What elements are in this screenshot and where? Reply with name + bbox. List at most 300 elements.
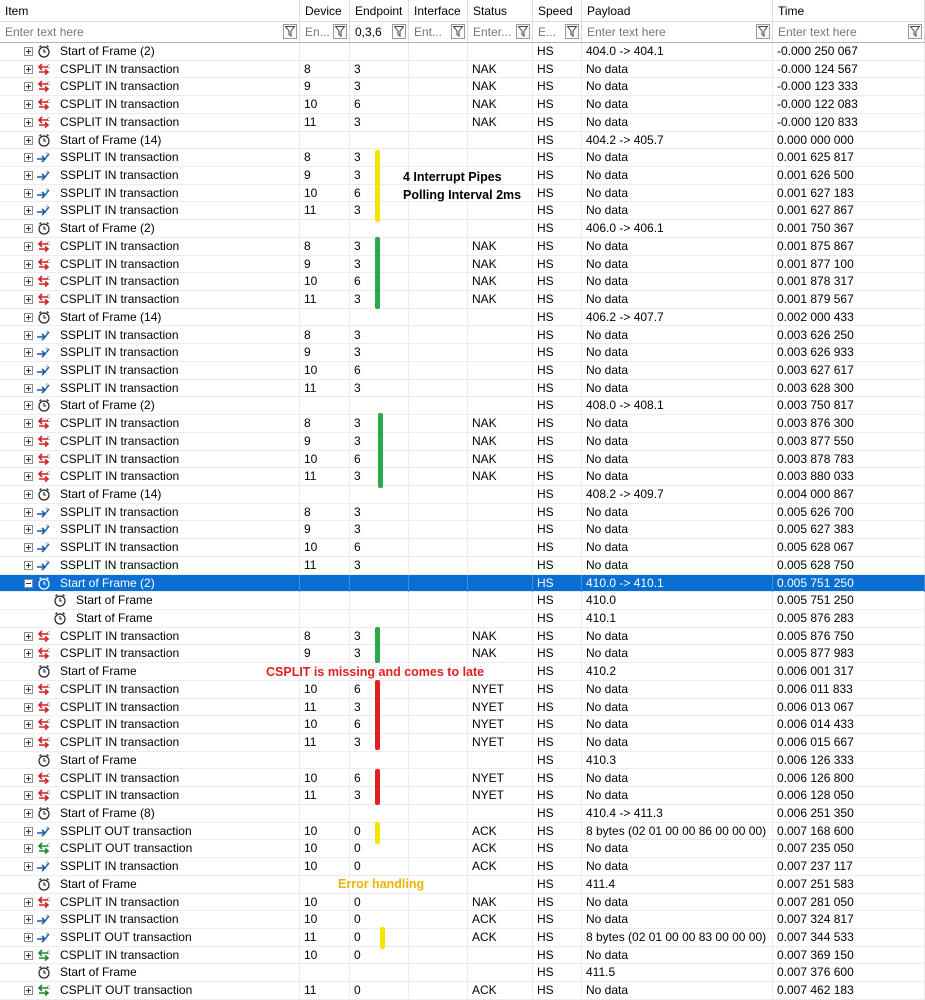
- item-cell: [0, 220, 300, 237]
- expand-icon[interactable]: [24, 260, 33, 269]
- item-cell: [0, 628, 300, 645]
- table-row[interactable]: [0, 362, 925, 380]
- filter-funnel-icon[interactable]: [908, 24, 922, 39]
- time-cell: 0.003 750 817: [773, 397, 925, 414]
- device-cell: 11: [300, 734, 350, 751]
- payload-cell: No data: [582, 238, 773, 255]
- item-label: SSPLIT IN transaction: [60, 380, 179, 395]
- marker-bar-yellow: [375, 150, 380, 222]
- item-label: CSPLIT IN transaction: [60, 717, 180, 732]
- time-cell: 0.006 128 050: [773, 787, 925, 804]
- expand-icon[interactable]: [24, 331, 33, 340]
- item-cell: [0, 982, 300, 999]
- table-row[interactable]: [0, 114, 925, 132]
- device-cell: 11: [300, 699, 350, 716]
- item-cell: [0, 380, 300, 397]
- status-cell: NYET: [468, 699, 533, 716]
- time-cell: 0.001 626 500: [773, 167, 925, 184]
- expand-icon[interactable]: [24, 508, 33, 517]
- endpoint-cell: 3: [350, 787, 409, 804]
- item-label: Start of Frame: [60, 965, 137, 980]
- table-row[interactable]: [0, 911, 925, 929]
- status-cell: NYET: [468, 787, 533, 804]
- interface-cell: [409, 220, 468, 237]
- csplit-arrows-icon: [36, 292, 52, 307]
- svg-text:c: c: [47, 258, 50, 265]
- csplit-arrows-icon: [36, 646, 52, 661]
- svg-text:c: c: [47, 471, 50, 478]
- column-header-interface[interactable]: Interface: [409, 0, 468, 21]
- table-row[interactable]: [0, 380, 925, 398]
- payload-cell: No data: [582, 344, 773, 361]
- payload-cell: No data: [582, 78, 773, 95]
- marker-bar-yellow: [380, 927, 385, 949]
- table-row[interactable]: [0, 539, 925, 557]
- expand-icon[interactable]: [24, 366, 33, 375]
- svg-text:c: c: [47, 630, 50, 637]
- speed-cell: HS: [533, 894, 582, 911]
- csplit-arrows-icon: [36, 629, 52, 644]
- expand-icon[interactable]: [24, 224, 33, 233]
- svg-text:c: c: [47, 81, 50, 88]
- item-label: Start of Frame: [60, 876, 137, 891]
- time-cell: 0.006 013 067: [773, 699, 925, 716]
- item-label: CSPLIT IN transaction: [60, 735, 180, 750]
- table-row[interactable]: [0, 894, 925, 912]
- svg-text:c: c: [47, 790, 50, 797]
- expand-icon[interactable]: [24, 118, 33, 127]
- expand-icon[interactable]: [24, 862, 33, 871]
- table-row[interactable]: [0, 628, 925, 646]
- expand-icon[interactable]: [24, 242, 33, 251]
- svg-text:s: s: [46, 364, 49, 371]
- item-label: Start of Frame (2): [60, 398, 155, 413]
- table-row[interactable]: [0, 43, 925, 61]
- status-cell: [468, 592, 533, 609]
- filter-cell-time: [773, 22, 925, 42]
- expand-icon[interactable]: [24, 348, 33, 357]
- speed-cell: HS: [533, 539, 582, 556]
- item-cell: [0, 78, 300, 95]
- payload-cell: No data: [582, 734, 773, 751]
- filter-funnel-icon[interactable]: [565, 24, 579, 39]
- time-cell: -0.000 122 083: [773, 96, 925, 113]
- table-row[interactable]: [0, 805, 925, 823]
- status-cell: NAK: [468, 894, 533, 911]
- expand-icon[interactable]: [24, 632, 33, 641]
- payload-cell: No data: [582, 681, 773, 698]
- speed-cell: HS: [533, 220, 582, 237]
- column-header-status[interactable]: Status: [468, 0, 533, 21]
- expand-icon[interactable]: [24, 384, 33, 393]
- table-row[interactable]: [0, 929, 925, 947]
- column-header-time[interactable]: Time: [773, 0, 925, 21]
- speed-cell: HS: [533, 238, 582, 255]
- expand-icon[interactable]: [24, 189, 33, 198]
- table-row[interactable]: [0, 397, 925, 415]
- status-cell: NYET: [468, 734, 533, 751]
- expand-icon[interactable]: [24, 472, 33, 481]
- table-row[interactable]: [0, 681, 925, 699]
- column-header-endpoint[interactable]: Endpoint: [350, 0, 409, 21]
- filter-input-payload[interactable]: [585, 24, 756, 40]
- item-label: SSPLIT IN transaction: [60, 557, 179, 572]
- speed-cell: HS: [533, 43, 582, 60]
- endpoint-cell: 3: [350, 415, 409, 432]
- endpoint-cell: 6: [350, 681, 409, 698]
- endpoint-cell: 3: [350, 327, 409, 344]
- expand-icon[interactable]: [24, 809, 33, 818]
- time-cell: 0.001 879 567: [773, 291, 925, 308]
- payload-cell: No data: [582, 433, 773, 450]
- speed-cell: HS: [533, 663, 582, 680]
- endpoint-cell: 0: [350, 894, 409, 911]
- item-cell: [0, 96, 300, 113]
- time-cell: 0.005 627 383: [773, 521, 925, 538]
- filter-cell-item: [0, 22, 300, 42]
- table-row[interactable]: [0, 415, 925, 433]
- expand-icon[interactable]: [24, 65, 33, 74]
- status-cell: [468, 539, 533, 556]
- endpoint-cell: [350, 486, 409, 503]
- device-cell: 10: [300, 185, 350, 202]
- ssplit-arrow-icon: [36, 150, 52, 165]
- time-cell: 0.003 876 300: [773, 415, 925, 432]
- interface-cell: [409, 929, 468, 946]
- expand-icon[interactable]: [24, 313, 33, 322]
- table-row[interactable]: [0, 858, 925, 876]
- expand-icon[interactable]: [24, 844, 33, 853]
- status-cell: NAK: [468, 238, 533, 255]
- status-cell: [468, 557, 533, 574]
- item-cell: [0, 805, 300, 822]
- column-header-speed[interactable]: Speed: [533, 0, 582, 21]
- clock-icon: [36, 310, 52, 325]
- filter-input-speed[interactable]: [536, 24, 565, 40]
- status-cell: [468, 362, 533, 379]
- status-cell: NAK: [468, 61, 533, 78]
- expand-icon[interactable]: [24, 561, 33, 570]
- time-cell: 0.006 015 667: [773, 734, 925, 751]
- payload-cell: No data: [582, 911, 773, 928]
- expand-icon[interactable]: [24, 720, 33, 729]
- expand-icon[interactable]: [24, 100, 33, 109]
- time-cell: 0.001 875 867: [773, 238, 925, 255]
- expand-icon[interactable]: [24, 933, 33, 942]
- device-cell: 9: [300, 167, 350, 184]
- expand-icon[interactable]: [24, 649, 33, 658]
- speed-cell: HS: [533, 964, 582, 981]
- table-row[interactable]: [0, 344, 925, 362]
- column-header-device[interactable]: Device: [300, 0, 350, 21]
- payload-cell: No data: [582, 468, 773, 485]
- table-row[interactable]: [0, 787, 925, 805]
- expand-icon[interactable]: [24, 455, 33, 464]
- interface-cell: [409, 557, 468, 574]
- item-label: Start of Frame (2): [60, 575, 155, 590]
- endpoint-cell: 3: [350, 734, 409, 751]
- time-cell: 0.003 626 933: [773, 344, 925, 361]
- speed-cell: HS: [533, 752, 582, 769]
- expand-icon[interactable]: [24, 171, 33, 180]
- clock-icon: [52, 593, 68, 608]
- device-cell: 10: [300, 947, 350, 964]
- expand-icon[interactable]: [24, 898, 33, 907]
- expand-icon[interactable]: [24, 986, 33, 995]
- interface-cell: [409, 539, 468, 556]
- filter-input-status[interactable]: [471, 24, 516, 40]
- table-row[interactable]: [0, 433, 925, 451]
- table-row[interactable]: [0, 238, 925, 256]
- status-cell: ACK: [468, 911, 533, 928]
- filter-input-endpoint[interactable]: [353, 24, 392, 40]
- payload-cell: No data: [582, 291, 773, 308]
- expand-icon[interactable]: [24, 295, 33, 304]
- table-row[interactable]: [0, 734, 925, 752]
- time-cell: 0.007 168 600: [773, 823, 925, 840]
- svg-text:s: s: [46, 524, 49, 531]
- endpoint-cell: 0: [350, 840, 409, 857]
- column-header-item[interactable]: Item: [0, 0, 300, 21]
- payload-cell: No data: [582, 362, 773, 379]
- clock-icon: [36, 133, 52, 148]
- table-row[interactable]: [0, 770, 925, 788]
- item-label: CSPLIT OUT transaction: [60, 983, 193, 998]
- filter-input-item[interactable]: [3, 24, 283, 40]
- table-row[interactable]: [0, 61, 925, 79]
- interface-cell: [409, 823, 468, 840]
- status-cell: [468, 220, 533, 237]
- time-cell: 0.005 628 750: [773, 557, 925, 574]
- table-row[interactable]: [0, 592, 925, 610]
- filter-cell-endpoint: [350, 22, 409, 42]
- svg-text:c: c: [47, 63, 50, 70]
- svg-text:c: c: [47, 772, 50, 779]
- filter-funnel-icon[interactable]: [333, 24, 347, 39]
- status-cell: NYET: [468, 681, 533, 698]
- table-row[interactable]: [0, 699, 925, 717]
- item-cell: [0, 202, 300, 219]
- device-cell: 8: [300, 61, 350, 78]
- item-cell: [0, 840, 300, 857]
- ssplit-arrow-icon: [36, 522, 52, 537]
- device-cell: 8: [300, 415, 350, 432]
- endpoint-cell: 3: [350, 557, 409, 574]
- filter-funnel-icon[interactable]: [392, 24, 406, 39]
- endpoint-cell: 3: [350, 699, 409, 716]
- table-row[interactable]: [0, 504, 925, 522]
- device-cell: [300, 220, 350, 237]
- item-cell: [0, 238, 300, 255]
- table-row[interactable]: [0, 823, 925, 841]
- time-cell: 0.003 628 300: [773, 380, 925, 397]
- ssplit-arrow-icon: [36, 381, 52, 396]
- device-cell: 8: [300, 238, 350, 255]
- collapse-icon[interactable]: [24, 579, 33, 588]
- item-label: CSPLIT IN transaction: [60, 451, 180, 466]
- speed-cell: HS: [533, 947, 582, 964]
- expand-icon[interactable]: [24, 277, 33, 286]
- time-cell: 0.007 462 183: [773, 982, 925, 999]
- table-row[interactable]: [0, 982, 925, 1000]
- interface-cell: [409, 982, 468, 999]
- endpoint-cell: 0: [350, 982, 409, 999]
- table-row[interactable]: [0, 645, 925, 663]
- payload-cell: 410.4 -> 411.3: [582, 805, 773, 822]
- payload-cell: No data: [582, 787, 773, 804]
- endpoint-cell: [350, 964, 409, 981]
- filter-row: [0, 22, 925, 43]
- table-row[interactable]: [0, 149, 925, 167]
- interface-cell: [409, 699, 468, 716]
- device-cell: 11: [300, 202, 350, 219]
- status-cell: NAK: [468, 628, 533, 645]
- expand-icon[interactable]: [24, 738, 33, 747]
- csplit-arrows-icon: [36, 682, 52, 697]
- item-label: CSPLIT IN transaction: [60, 433, 180, 448]
- status-cell: [468, 202, 533, 219]
- filter-input-interface[interactable]: [412, 24, 451, 40]
- expand-icon[interactable]: [24, 437, 33, 446]
- item-cell: [0, 167, 300, 184]
- time-cell: 0.000 000 000: [773, 132, 925, 149]
- table-row[interactable]: [0, 78, 925, 96]
- device-cell: [300, 309, 350, 326]
- marker-bar-red: [375, 680, 380, 750]
- table-row[interactable]: [0, 327, 925, 345]
- table-row[interactable]: [0, 451, 925, 469]
- svg-text:c: c: [47, 701, 50, 708]
- time-cell: 0.005 876 750: [773, 628, 925, 645]
- expand-icon[interactable]: [24, 951, 33, 960]
- expand-icon[interactable]: [24, 136, 33, 145]
- status-cell: [468, 149, 533, 166]
- table-row[interactable]: [0, 964, 925, 982]
- time-cell: 0.001 750 367: [773, 220, 925, 237]
- expand-icon[interactable]: [24, 153, 33, 162]
- interface-cell: [409, 61, 468, 78]
- item-label: CSPLIT IN transaction: [60, 469, 180, 484]
- interface-cell: [409, 380, 468, 397]
- status-cell: NAK: [468, 451, 533, 468]
- interface-cell: [409, 273, 468, 290]
- table-row[interactable]: [0, 486, 925, 504]
- expand-icon[interactable]: [24, 206, 33, 215]
- item-cell: [0, 327, 300, 344]
- item-cell: [0, 273, 300, 290]
- table-row[interactable]: [0, 716, 925, 734]
- item-label: CSPLIT IN transaction: [60, 238, 180, 253]
- expand-icon[interactable]: [24, 82, 33, 91]
- filter-funnel-icon[interactable]: [283, 24, 297, 39]
- filter-funnel-icon[interactable]: [451, 24, 465, 39]
- speed-cell: HS: [533, 451, 582, 468]
- item-label: SSPLIT IN transaction: [60, 345, 179, 360]
- table-row[interactable]: [0, 947, 925, 965]
- table-row[interactable]: [0, 309, 925, 327]
- speed-cell: HS: [533, 273, 582, 290]
- device-cell: 8: [300, 628, 350, 645]
- ssplit-arrow-icon: [36, 558, 52, 573]
- filter-input-device[interactable]: [303, 24, 333, 40]
- filter-input-time[interactable]: [776, 24, 908, 40]
- expand-icon[interactable]: [24, 419, 33, 428]
- device-cell: 10: [300, 451, 350, 468]
- endpoint-cell: 6: [350, 451, 409, 468]
- table-row[interactable]: [0, 291, 925, 309]
- table-row[interactable]: [0, 256, 925, 274]
- svg-text:s: s: [46, 382, 49, 389]
- table-row[interactable]: [0, 96, 925, 114]
- expand-icon[interactable]: [24, 490, 33, 499]
- expand-icon[interactable]: [24, 703, 33, 712]
- svg-text:c: c: [47, 116, 50, 123]
- item-label: SSPLIT IN transaction: [60, 540, 179, 555]
- svg-text:c: c: [47, 99, 50, 106]
- item-label: CSPLIT IN transaction: [60, 699, 180, 714]
- status-cell: [468, 309, 533, 326]
- table-row[interactable]: [0, 840, 925, 858]
- item-label: SSPLIT IN transaction: [60, 168, 179, 183]
- table-row[interactable]: [0, 468, 925, 486]
- speed-cell: HS: [533, 557, 582, 574]
- status-cell: ACK: [468, 858, 533, 875]
- table-row[interactable]: [0, 575, 925, 593]
- table-row[interactable]: [0, 610, 925, 628]
- clock-icon: [36, 44, 52, 59]
- time-cell: 0.006 126 333: [773, 752, 925, 769]
- filter-funnel-icon[interactable]: [756, 24, 770, 39]
- expand-icon[interactable]: [24, 791, 33, 800]
- device-cell: 10: [300, 362, 350, 379]
- table-row[interactable]: [0, 557, 925, 575]
- expand-icon[interactable]: [24, 401, 33, 410]
- expand-icon[interactable]: [24, 525, 33, 534]
- filter-funnel-icon[interactable]: [516, 24, 530, 39]
- expand-icon[interactable]: [24, 543, 33, 552]
- item-label: CSPLIT IN transaction: [60, 97, 180, 112]
- time-cell: 0.006 126 800: [773, 770, 925, 787]
- time-cell: 0.007 344 533: [773, 929, 925, 946]
- device-cell: 9: [300, 433, 350, 450]
- clock-icon: [36, 487, 52, 502]
- expand-icon[interactable]: [24, 774, 33, 783]
- table-row[interactable]: [0, 273, 925, 291]
- expand-icon[interactable]: [24, 827, 33, 836]
- endpoint-cell: 3: [350, 202, 409, 219]
- device-cell: 10: [300, 681, 350, 698]
- table-row[interactable]: [0, 521, 925, 539]
- svg-text:c: c: [47, 294, 50, 301]
- expand-icon[interactable]: [24, 685, 33, 694]
- ssplit-arrow-icon: [36, 345, 52, 360]
- ssplit-arrow-icon: [36, 328, 52, 343]
- speed-cell: HS: [533, 309, 582, 326]
- column-header-payload[interactable]: Payload: [582, 0, 773, 21]
- table-row[interactable]: [0, 220, 925, 238]
- interface-cell: [409, 43, 468, 60]
- table-row[interactable]: [0, 202, 925, 220]
- table-row[interactable]: [0, 752, 925, 770]
- expand-icon[interactable]: [24, 915, 33, 924]
- expand-icon[interactable]: [24, 47, 33, 56]
- table-row[interactable]: [0, 132, 925, 150]
- endpoint-cell: [350, 309, 409, 326]
- status-cell: NYET: [468, 716, 533, 733]
- endpoint-cell: 3: [350, 433, 409, 450]
- table-row[interactable]: [0, 876, 925, 894]
- interface-cell: [409, 486, 468, 503]
